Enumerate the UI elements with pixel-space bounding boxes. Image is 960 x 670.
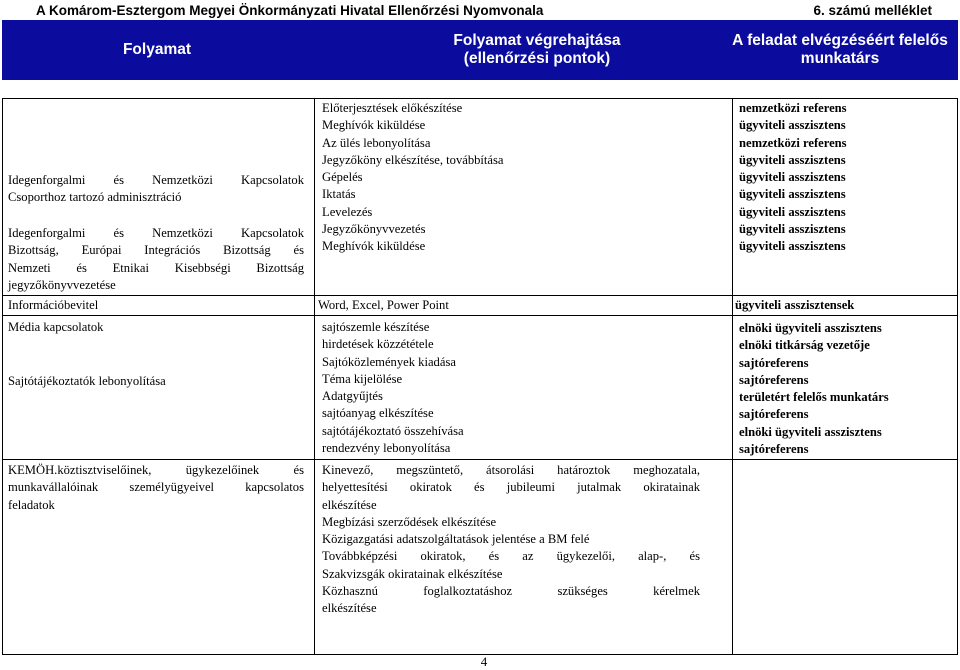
responsible-cell-data-entry: ügyviteli asszisztensek: [735, 298, 855, 312]
process-line: feladatok: [8, 497, 55, 512]
process-cell-personnel: [8, 462, 304, 514]
step-line: Az ülés lebonyolítása: [322, 135, 431, 150]
step-line: Szakvizsgák okiratainak elkészítése: [322, 566, 503, 581]
page-number: 4: [480, 654, 488, 669]
header-execution: [382, 20, 692, 80]
process-line: Bizottság, Európai Integrációs Bizottság és: [8, 243, 304, 258]
responsible-line: elnöki ügyviteli asszisztens: [739, 321, 882, 335]
column-divider-2: [732, 98, 733, 655]
process-line: Idegenforgalmi és Nemzetközi Kapcsolatok: [8, 226, 304, 240]
responsible-cell-committees: [739, 100, 847, 256]
steps-cell-committees: [322, 100, 504, 256]
steps-cell-media: [322, 319, 464, 457]
step-line: helyettesítési okiratok és jubileumi jutalmak okiratainak: [322, 480, 700, 495]
header-process-label: Folyamat: [122, 41, 192, 58]
responsible-line: sajtóreferens: [739, 407, 809, 422]
step-line: Kinevező, megszüntető, átsorolási határoztok meghozatala,: [322, 463, 700, 477]
step-line: Továbbképzési okiratok, és az ügykezelői, alap-, és: [322, 549, 700, 564]
step-line: Jegyzőkönyvvezetés: [322, 222, 426, 237]
step-line: Jegyzőköny elkészítése, továbbítása: [322, 152, 504, 167]
responsible-line: sajtóreferens: [739, 372, 809, 387]
step-line: Meghívók kiküldése: [322, 239, 426, 254]
responsible-line: ügyviteli asszisztens: [739, 187, 846, 202]
responsible-line: ügyviteli asszisztens: [739, 222, 846, 237]
header-execution-line1: Folyamat végrehajtása: [453, 32, 621, 49]
header-responsible: [722, 20, 958, 80]
process-line: munkavállalóinak személyügyeivel kapcsolatos: [8, 480, 304, 495]
responsible-line: ügyviteli asszisztens: [739, 239, 846, 254]
responsible-line: sajtóreferens: [739, 442, 809, 457]
step-line: Közhasznú foglalkoztatáshoz szükséges kérelmek: [322, 584, 700, 599]
step-line: Előterjesztések előkészítése: [322, 101, 463, 115]
step-line: Gépelés: [322, 170, 363, 185]
row-divider-1: [2, 295, 958, 296]
steps-cell-personnel: [322, 462, 700, 618]
responsible-line: területért felelős munkatárs: [739, 390, 889, 405]
process-cell-committees: [8, 172, 304, 207]
responsible-line: ügyviteli asszisztens: [739, 204, 846, 219]
step-line: sajtószemle készítése: [322, 320, 430, 334]
step-line: Téma kijelölése: [322, 371, 403, 386]
responsible-line: nemzetközi referens: [739, 101, 847, 115]
responsible-line: ügyviteli asszisztens: [739, 170, 846, 185]
step-line: Levelezés: [322, 204, 373, 219]
table-border-top: [2, 98, 958, 99]
table-border-left: [2, 98, 3, 655]
step-line: elkészítése: [322, 497, 377, 512]
step-line: sajtóanyag elkészítése: [322, 406, 434, 421]
steps-cell-data-entry: Word, Excel, Power Point: [318, 298, 449, 312]
process-cell-press-conference: Sajtótájékoztatók lebonyolítása: [8, 374, 166, 388]
header-process: [2, 20, 312, 80]
responsible-line: elnöki titkárság vezetője: [739, 338, 870, 353]
row-divider-3: [2, 459, 958, 460]
step-line: Iktatás: [322, 187, 356, 202]
column-divider-1: [314, 98, 315, 655]
process-line: Nemzeti és Etnikai Kisebbségi Bizottság: [8, 260, 304, 275]
process-cell-data-entry: Információbevitel: [8, 298, 99, 312]
header-responsible-line2: munkatárs: [800, 50, 880, 67]
header-execution-line2: (ellenőrzési pontok): [463, 50, 611, 67]
responsible-line: elnöki ügyviteli asszisztens: [739, 424, 882, 439]
process-cell-minutes: [8, 225, 304, 294]
step-line: sajtótájékoztató összehívása: [322, 423, 464, 438]
responsible-line: sajtóreferens: [739, 355, 809, 370]
step-line: hirdetések közzététele: [322, 337, 434, 352]
process-line: KEMÖH.köztisztviselőinek, ügykezelőinek és: [8, 463, 304, 477]
process-line: Csoporthoz tartozó adminisztráció: [8, 190, 182, 205]
table-header: [2, 20, 958, 80]
document-top-bar: [4, 2, 956, 20]
responsible-line: ügyviteli asszisztens: [739, 118, 846, 133]
row-divider-2: [2, 315, 958, 316]
step-line: Adatgyűjtés: [322, 389, 383, 404]
responsible-line: ügyviteli asszisztens: [739, 152, 846, 167]
table-border-right: [957, 98, 958, 655]
annex-number: 6. számú melléklet: [813, 3, 932, 18]
process-line: Idegenforgalmi és Nemzetközi Kapcsolatok: [8, 173, 304, 187]
responsible-cell-media: [739, 320, 889, 458]
step-line: Sajtóközlemények kiadása: [322, 354, 456, 369]
process-line: jegyzőkönyvvezetése: [8, 277, 116, 292]
step-line: Meghívók kiküldése: [322, 118, 426, 133]
step-line: Közigazgatási adatszolgáltatások jelentése a BM felé: [322, 532, 590, 547]
process-cell-media: Média kapcsolatok: [8, 320, 104, 334]
step-line: rendezvény lebonyolítása: [322, 441, 451, 456]
step-line: elkészítése: [322, 601, 377, 616]
step-line: Megbízási szerződések elkészítése: [322, 514, 497, 529]
organization-name: A Komárom-Esztergom Megyei Önkormányzati Hivatal Ellenőrzési Nyomvonala: [36, 3, 544, 18]
header-responsible-line1: A feladat elvégzéséért felelős: [732, 32, 948, 49]
responsible-line: nemzetközi referens: [739, 135, 847, 150]
